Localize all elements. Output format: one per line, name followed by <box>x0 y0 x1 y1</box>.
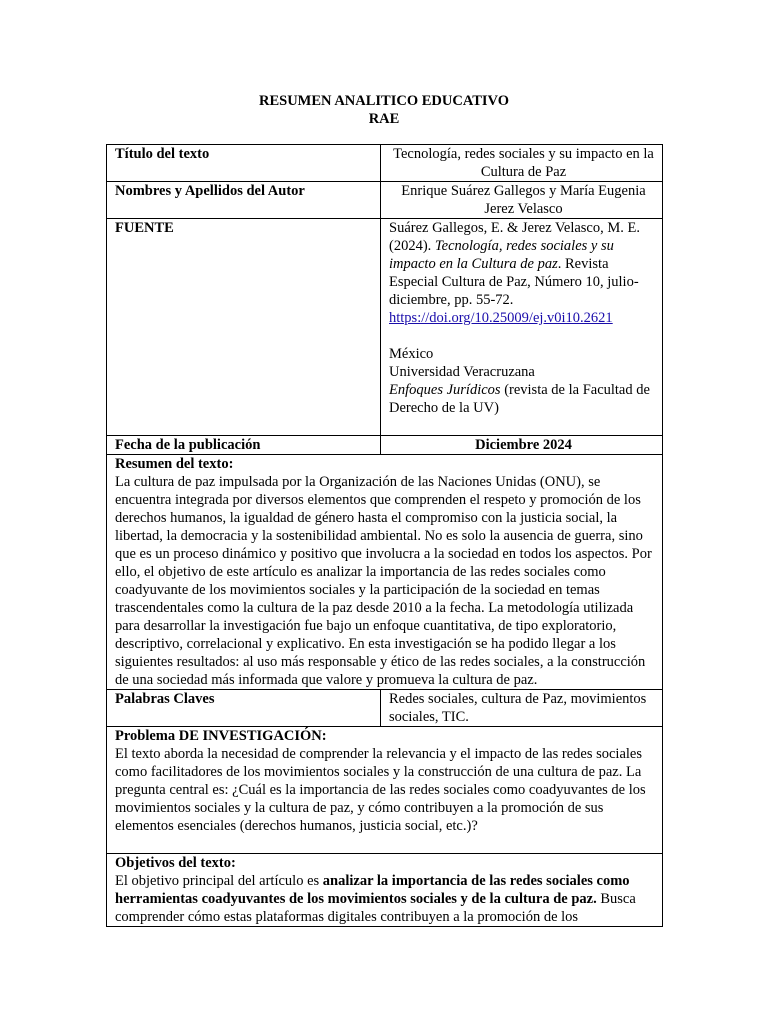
autor-label: Nombres y Apellidos del Autor <box>107 182 381 219</box>
title-line-2: RAE <box>368 111 400 127</box>
objetivos-cell <box>107 854 663 927</box>
citation-suffix: . Revista Especial Cultura de Paz, Número 10, julio-diciembre, pp. 55-72. <box>389 256 639 308</box>
fecha-value: Diciembre 2024 <box>381 436 663 455</box>
objetivos-suffix: Busca comprender cómo estas plataformas digitales contribuyen a la promoción de los <box>115 891 636 925</box>
fuente-university: Universidad Veracruzana <box>389 364 535 380</box>
palabras-label: Palabras Claves <box>107 690 381 727</box>
row-resumen <box>107 455 663 690</box>
fuente-country: México <box>389 346 434 362</box>
row-problema <box>107 727 663 854</box>
fuente-journal-suffix: (revista de la Facultad de Derecho de la UV) <box>389 382 650 416</box>
doi-link[interactable]: https://doi.org/10.25009/ej.v0i10.2621 <box>389 310 613 326</box>
objetivos-label: Objetivos del texto: <box>115 855 236 871</box>
fuente-value <box>381 219 663 436</box>
citation-title: Tecnología, redes sociales y su impacto en la Cultura de paz <box>389 238 614 272</box>
rae-table <box>106 144 663 927</box>
row-autor <box>107 182 663 219</box>
resumen-text: La cultura de paz impulsada por la Organización de las Naciones Unidas (ONU), se encuentra integrada por diversos elementos que comprenden el respeto y promoción de los derechos humanos, la igualdad de género hasta el compromiso con la justicia social, la libertad, la democracia y la sostenibilidad ambiental. No es solo la ausencia de guerra, sino que es un proceso dinámico y positivo que involucra a la sociedad en todos los aspectos. Por ello, el objetivo de este artículo es analizar la importancia de las redes sociales como coadyuvante de los movimientos sociales y la participación de la sociedad en temas trascendentales como la cultura de la paz desde 2010 a la fecha. La metodología utilizada para desarrollar la investigación fue bajo un enfoque cuantitativa, de tipo exploratorio, descriptivo, correlacional y explicativo. En esta investigación se ha podido llegar a los siguientes resultados: al uso más responsable y ético de las redes sociales, a la construcción de una sociedad más informada que valore y promueva la cultura de paz. <box>115 474 652 688</box>
fecha-label: Fecha de la publicación <box>107 436 381 455</box>
titulo-value: Tecnología, redes sociales y su impacto en la Cultura de Paz <box>381 145 663 182</box>
row-titulo <box>107 145 663 182</box>
row-objetivos <box>107 854 663 927</box>
fuente-label: FUENTE <box>107 219 381 436</box>
problema-label: Problema DE INVESTIGACIÓN: <box>115 728 327 744</box>
problema-cell <box>107 727 663 854</box>
objetivos-prefix: El objetivo principal del artículo es <box>115 873 323 889</box>
resumen-cell <box>107 455 663 690</box>
fuente-journal: Enfoques Jurídicos <box>389 382 501 398</box>
resumen-label: Resumen del texto: <box>115 456 234 472</box>
citation-prefix: Suárez Gallegos, E. & Jerez Velasco, M. E. (2024). <box>389 220 640 254</box>
title-line-1: RESUMEN ANALITICO EDUCATIVO <box>258 93 509 109</box>
row-fecha <box>107 436 663 455</box>
problema-text: El texto aborda la necesidad de comprender la relevancia y el impacto de las redes sociales como facilitadores de los movimientos sociales y la construcción de una cultura de paz. La pregunta central es: ¿Cuál es la importancia de las redes sociales como coadyuvantes de los movimientos sociales y la cultura de paz, y cómo contribuyen a la promoción de sus elementos esenciales (derechos humanos, justicia social, etc.)? <box>115 746 646 834</box>
document-title <box>0 92 768 128</box>
palabras-value: Redes sociales, cultura de Paz, movimientos sociales, TIC. <box>381 690 663 727</box>
titulo-label: Título del texto <box>107 145 381 182</box>
row-fuente <box>107 219 663 436</box>
autor-value: Enrique Suárez Gallegos y María Eugenia Jerez Velasco <box>381 182 663 219</box>
row-palabras <box>107 690 663 727</box>
objetivos-bold: analizar la importancia de las redes sociales como herramientas coadyuvantes de los movimientos sociales y de la cultura de paz. <box>115 873 630 907</box>
